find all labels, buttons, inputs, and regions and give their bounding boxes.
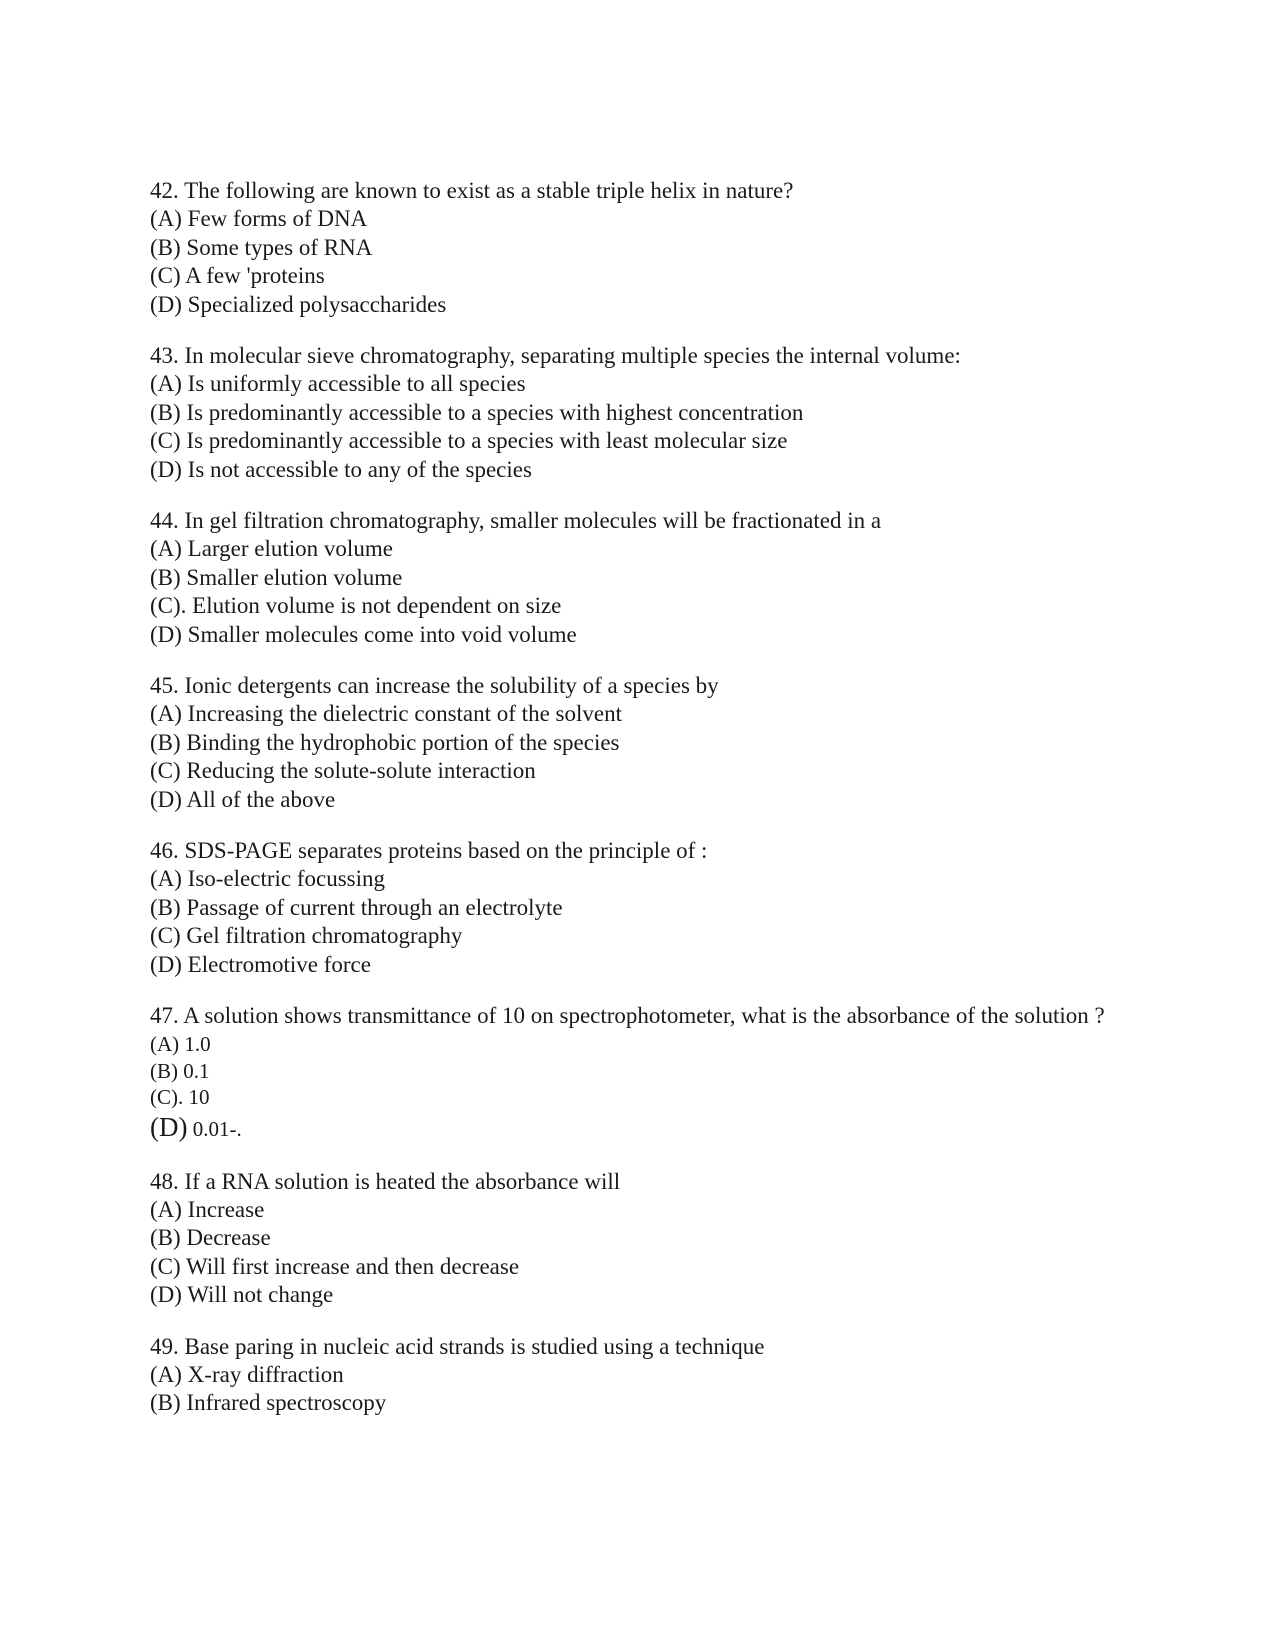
question-45 [150, 671, 1150, 814]
option-b: (B) Binding the hydrophobic portion of the species [150, 729, 620, 755]
option-d: (D) All of the above [150, 786, 336, 812]
option-b: (B) Passage of current through an electrolyte [150, 894, 563, 920]
option-d-value: 0.01-. [192, 1116, 242, 1141]
option-a: (A) Is uniformly accessible to all species [150, 371, 526, 396]
option-c: (C) Will first increase and then decrease [150, 1253, 520, 1279]
question-43 [150, 341, 1150, 484]
option-d: (D) Is not accessible to any of the species [150, 456, 532, 482]
question-42 [150, 176, 1150, 319]
question-text: 45. Ionic detergents can increase the solubility of a species by [150, 673, 719, 698]
option-b: (B) Infrared spectroscopy [150, 1390, 387, 1415]
option-c: (C) Reducing the solute-solute interaction [150, 758, 536, 783]
option-c: (C) A few 'proteins [150, 263, 325, 288]
question-47 [150, 1001, 1150, 1145]
option-a: (A) Iso-electric focussing [150, 866, 386, 891]
question-49 [150, 1332, 1150, 1418]
option-a: (A) 1.0 [150, 1032, 211, 1056]
question-46 [150, 836, 1150, 979]
option-b: (B) Decrease [150, 1225, 271, 1250]
question-text: 43. In molecular sieve chromatography, separating multiple species the internal volume: [150, 343, 961, 368]
option-b: (B) 0.1 [150, 1058, 210, 1083]
option-a: (A) X-ray diffraction [150, 1361, 344, 1387]
question-44 [150, 506, 1150, 649]
option-b: (B) Smaller elution volume [150, 564, 403, 590]
option-c: (C). Elution volume is not dependent on size [150, 593, 562, 618]
question-text: 48. If a RNA solution is heated the absorbance will [150, 1168, 621, 1194]
option-a: (A) Larger elution volume [150, 536, 393, 561]
question-text: 46. SDS-PAGE separates proteins based on the principle of : [150, 838, 708, 863]
option-c: (C) Is predominantly accessible to a species with least molecular size [150, 428, 788, 453]
option-d [150, 1111, 1150, 1145]
question-text: 44. In gel filtration chromatography, smaller molecules will be fractionated in a [150, 508, 882, 533]
option-c: (C) Gel filtration chromatography [150, 923, 463, 948]
option-a: (A) Increase [150, 1196, 265, 1222]
option-d: (D) Electromotive force [150, 951, 371, 977]
option-c: (C). 10 [150, 1085, 210, 1109]
option-d: (D) Specialized polysaccharides [150, 291, 447, 317]
option-b: (B) Some types of RNA [150, 234, 373, 260]
question-text: 49. Base paring in nucleic acid strands is studied using a technique [150, 1333, 765, 1359]
question-48 [150, 1167, 1150, 1310]
option-d: (D) Smaller molecules come into void volume [150, 621, 577, 647]
question-page [150, 176, 1150, 1418]
question-text: 42. The following are known to exist as a stable triple helix in nature? [150, 178, 794, 203]
option-d-label: (D) [150, 1111, 188, 1142]
option-a: (A) Few forms of DNA [150, 206, 368, 231]
option-b: (B) Is predominantly accessible to a species with highest concentration [150, 399, 804, 425]
option-a: (A) Increasing the dielectric constant of the solvent [150, 701, 622, 726]
option-d: (D) Will not change [150, 1282, 334, 1307]
question-text: 47. A solution shows transmittance of 10 on spectrophotometer, what is the absorbance of the solution ? [150, 1003, 1105, 1028]
